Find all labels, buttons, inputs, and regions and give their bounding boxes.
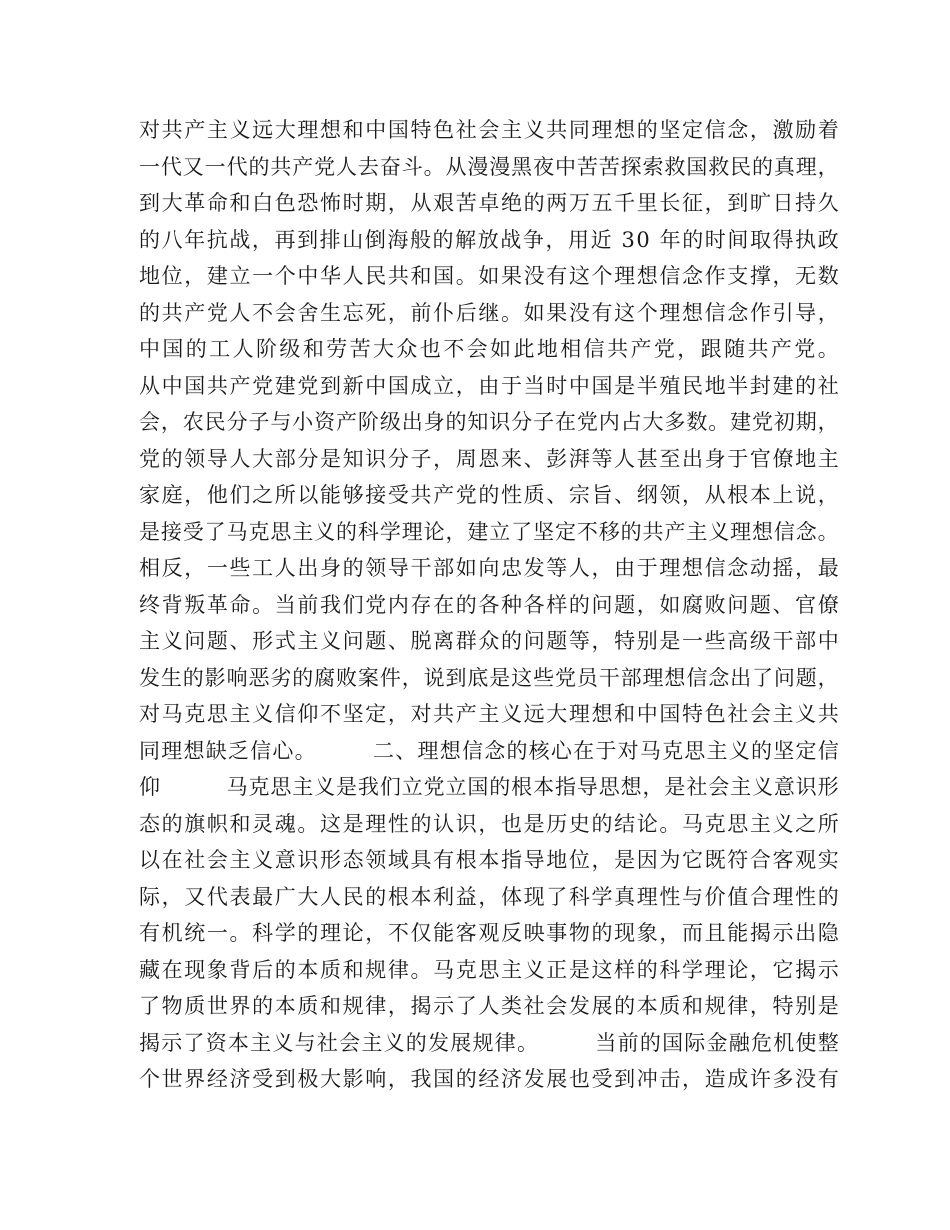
text-line: 仰 马克思主义是我们立党立国的根本指导思想，是社会主义意识形	[139, 775, 840, 799]
text-line: 是接受了马克思主义的科学理论，建立了坚定不移的共产主义理想信念。	[139, 519, 840, 544]
body-text	[139, 112, 842, 1098]
text-line: 同理想缺乏信心。 二、理想信念的核心在于对马克思主义的坚定信	[139, 738, 840, 763]
text-line: 地位，建立一个中华人民共和国。如果没有这个理想信念作支撑，无数	[139, 264, 841, 288]
text-line: 党的领导人大部分是知识分子，周恩来、彭湃等人甚至出身于官僚地主	[139, 446, 841, 471]
text-line: 相反，一些工人出身的领导干部如向忠发等人，由于理想信念动摇，最	[139, 556, 841, 580]
text-line: 际，又代表最广大人民的根本利益，体现了科学真理性与价值合理性的	[139, 884, 841, 909]
text-line: 以在社会主义意识形态领域具有根本指导地位，是因为它既符合客观实	[139, 848, 841, 872]
text-line: 一代又一代的共产党人去奋斗。从漫漫黑夜中苦苦探索救国救民的真理，	[139, 154, 840, 179]
text-line: 发生的影响恶劣的腐败案件，说到底是这些党员干部理想信念出了问题，	[139, 665, 840, 690]
text-line: 主义问题、形式主义问题、脱离群众的问题等，特别是一些高级干部中	[139, 629, 841, 653]
text-line: 从中国共产党建党到新中国成立，由于当时中国是半殖民地半封建的社	[139, 373, 841, 398]
text-line: 个世界经济受到极大影响，我国的经济发展也受到冲击，造成许多没有	[139, 1067, 841, 1091]
text-line: 了物质世界的本质和规律，揭示了人类社会发展的本质和规律，特别是	[139, 994, 841, 1018]
text-line: 到大革命和白色恐怖时期，从艰苦卓绝的两万五千里长征，到旷日持久	[139, 191, 841, 215]
text-line: 中国的工人阶级和劳苦大众也不会如此地相信共产党，跟随共产党。	[139, 337, 842, 361]
text-line: 的共产党人不会舍生忘死，前仆后继。如果没有这个理想信念作引导，	[139, 300, 841, 325]
text-line: 有机统一。科学的理论，不仅能客观反映事物的现象，而且能揭示出隐	[139, 921, 841, 945]
text-line: 揭示了资本主义与社会主义的发展规律。 当前的国际金融危机使整	[139, 1030, 840, 1055]
text-line: 的八年抗战，再到排山倒海般的解放战争，用近 30 年的时间取得执政	[139, 227, 841, 252]
text-line: 终背叛革命。当前我们党内存在的各种各样的问题，如腐败问题、官僚	[139, 592, 841, 617]
text-line: 藏在现象背后的本质和规律。马克思主义正是这样的科学理论，它揭示	[139, 957, 841, 982]
text-line: 态的旗帜和灵魂。这是理性的认识，也是历史的结论。马克思主义之所	[139, 811, 841, 836]
text-line: 对共产主义远大理想和中国特色社会主义共同理想的坚定信念，激励着	[139, 118, 841, 142]
text-line: 对马克思主义信仰不坚定，对共产主义远大理想和中国特色社会主义共	[139, 702, 841, 726]
text-line: 家庭，他们之所以能够接受共产党的性质、宗旨、纲领，从根本上说，	[139, 483, 841, 507]
text-line: 会，农民分子与小资产阶级出身的知识分子在党内占大多数。建党初期，	[139, 410, 840, 434]
